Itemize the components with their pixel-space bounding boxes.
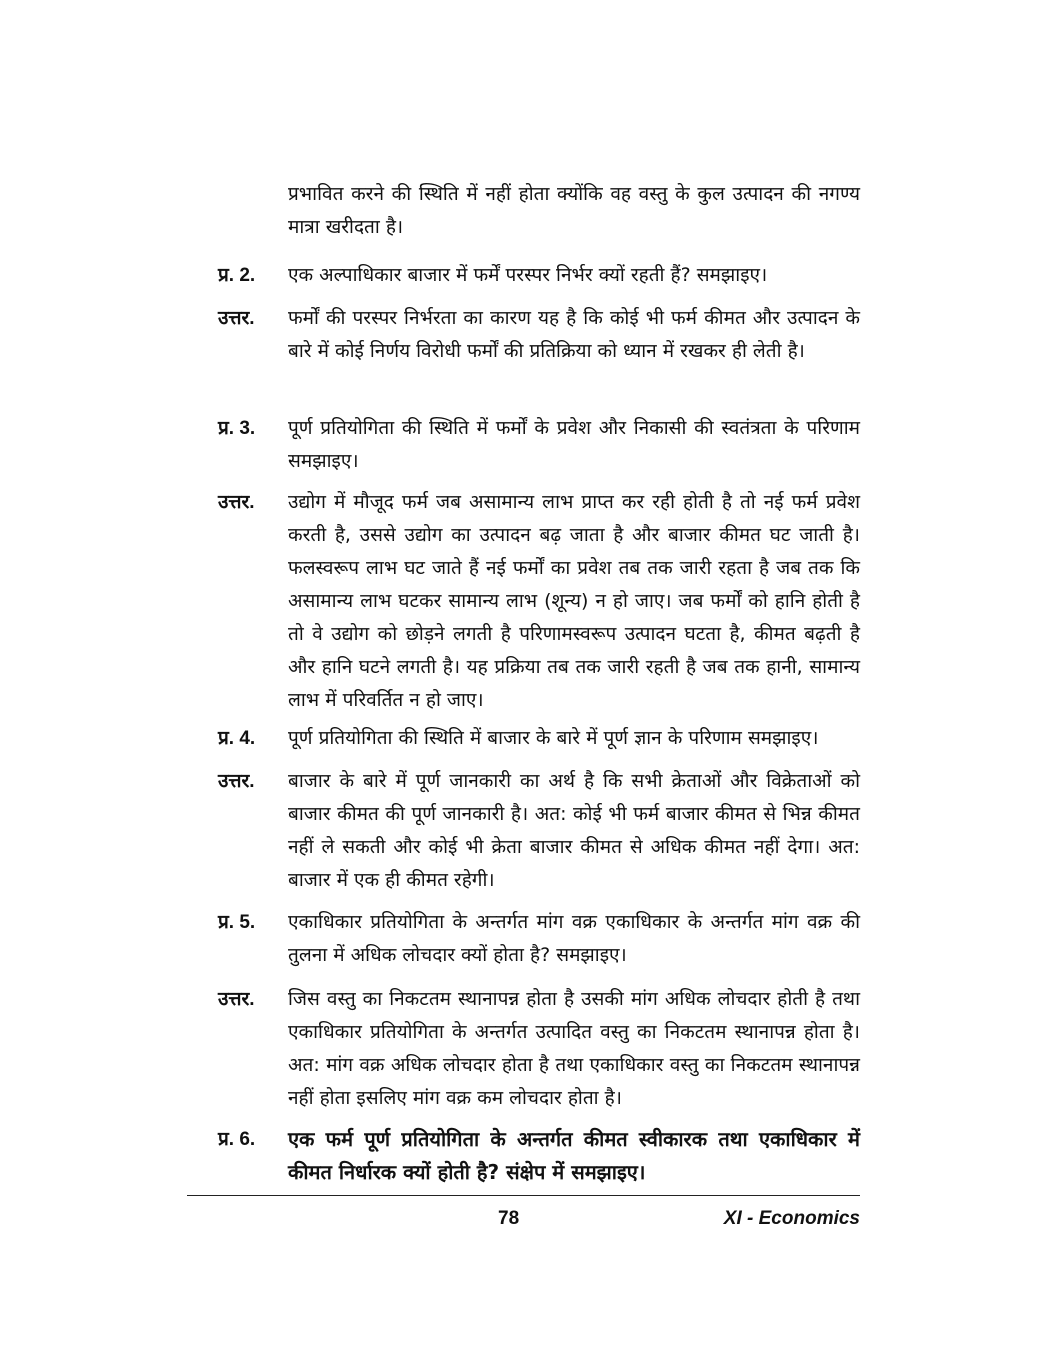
footer-divider [187, 1195, 860, 1196]
question-2 [218, 259, 860, 292]
question-text: पूर्ण प्रतियोगिता की स्थिति में फर्मों के प्रवेश और निकासी की स्वतंत्रता के परिणाम समझाइए। [288, 417, 860, 472]
question-label: प्र. 4. [218, 728, 256, 749]
question-text: एक फर्म पूर्ण प्रतियोगिता के अन्तर्गत कीमत स्वीकारक तथा एकाधिकार में कीमत निर्धारक क्यों होती है? संक्षेप में समझाइए। [288, 1127, 860, 1184]
answer-4 [218, 765, 860, 897]
answer-label: उत्तर. [218, 308, 255, 329]
answer-label: उत्तर. [218, 492, 255, 513]
question-text: एक अल्पाधिकार बाजार में फर्में परस्पर निर्भर क्यों रहती हैं? समझाइए। [288, 264, 768, 286]
answer-text: बाजार के बारे में पूर्ण जानकारी का अर्थ है कि सभी क्रेताओं और विक्रेताओं को बाजार कीमत की पूर्ण जानकारी है। अत: कोई भी फर्म बाजार कीमत से भिन्न कीमत नहीं ले सकती और कोई भी क्रेता बाजार कीमत से अधिक कीमत नहीं देगा। अत: बाजार में एक ही कीमत रहेगी। [288, 770, 860, 891]
question-label: प्र. 3. [218, 418, 256, 439]
answer-text: उद्योग में मौजूद फर्म जब असामान्य लाभ प्राप्त कर रही होती है तो नई फर्म प्रवेश करती है, उससे उद्योग का उत्पादन बढ़ जाता है और बाजार कीमत घट जाती है। फलस्वरूप लाभ घट जाते हैं नई फर्मों का प्रवेश तब तक जारी रहता है जब तक कि असामान्य लाभ घटकर सामान्य लाभ (शून्य) न हो जाए। जब फर्मों को हानि होती है तो वे उद्योग को छोड़ने लगती है परिणामस्वरूप उत्पादन घटता है, कीमत बढ़ती है और हानि घटने लगती है। यह प्रक्रिया तब तक जारी रहती है जब तक हानी, सामान्य लाभ में परिवर्तित न हो जाए। [288, 491, 860, 711]
answer-label: उत्तर. [218, 989, 255, 1010]
question-4 [218, 722, 860, 755]
question-text: पूर्ण प्रतियोगिता की स्थिति में बाजार के बारे में पूर्ण ज्ञान के परिणाम समझाइए। [288, 727, 819, 749]
question-text: एकाधिकार प्रतियोगिता के अन्तर्गत मांग वक्र एकाधिकार के अन्तर्गत मांग वक्र की तुलना में अधिक लोचदार क्यों होता है? समझाइए। [288, 911, 860, 966]
question-5 [218, 906, 860, 972]
answer-text: फर्मों की परस्पर निर्भरता का कारण यह है कि कोई भी फर्म कीमत और उत्पादन के बारे में कोई निर्णय विरोधी फर्मों की प्रतिक्रिया को ध्यान में रखकर ही लेती है। [288, 307, 860, 362]
answer-3 [218, 486, 860, 717]
answer-2 [218, 302, 860, 368]
question-label: प्र. 5. [218, 912, 256, 933]
footer-subject: XI - Economics [723, 1208, 860, 1229]
question-3 [218, 412, 860, 478]
answer-5 [218, 983, 860, 1115]
answer-text: जिस वस्तु का निकटतम स्थानापन्न होता है उसकी मांग अधिक लोचदार होती है तथा एकाधिकार प्रतियोगिता के अन्तर्गत उत्पादित वस्तु का निकटतम स्थानापन्न होता है। अत: मांग वक्र अधिक लोचदार होता है तथा एकाधिकार वस्तु का निकटतम स्थानापन्न नहीं होता इसलिए मांग वक्र कम लोचदार होता है। [288, 988, 860, 1109]
question-label: प्र. 2. [218, 265, 256, 286]
question-label: प्र. 6. [218, 1129, 256, 1150]
answer-label: उत्तर. [218, 771, 255, 792]
question-6 [218, 1123, 860, 1189]
intro-paragraph: प्रभावित करने की स्थिति में नहीं होता क्योंकि वह वस्तु के कुल उत्पादन की नगण्य मात्रा खरीदता है। [288, 183, 860, 238]
page-number: 78 [498, 1208, 520, 1229]
